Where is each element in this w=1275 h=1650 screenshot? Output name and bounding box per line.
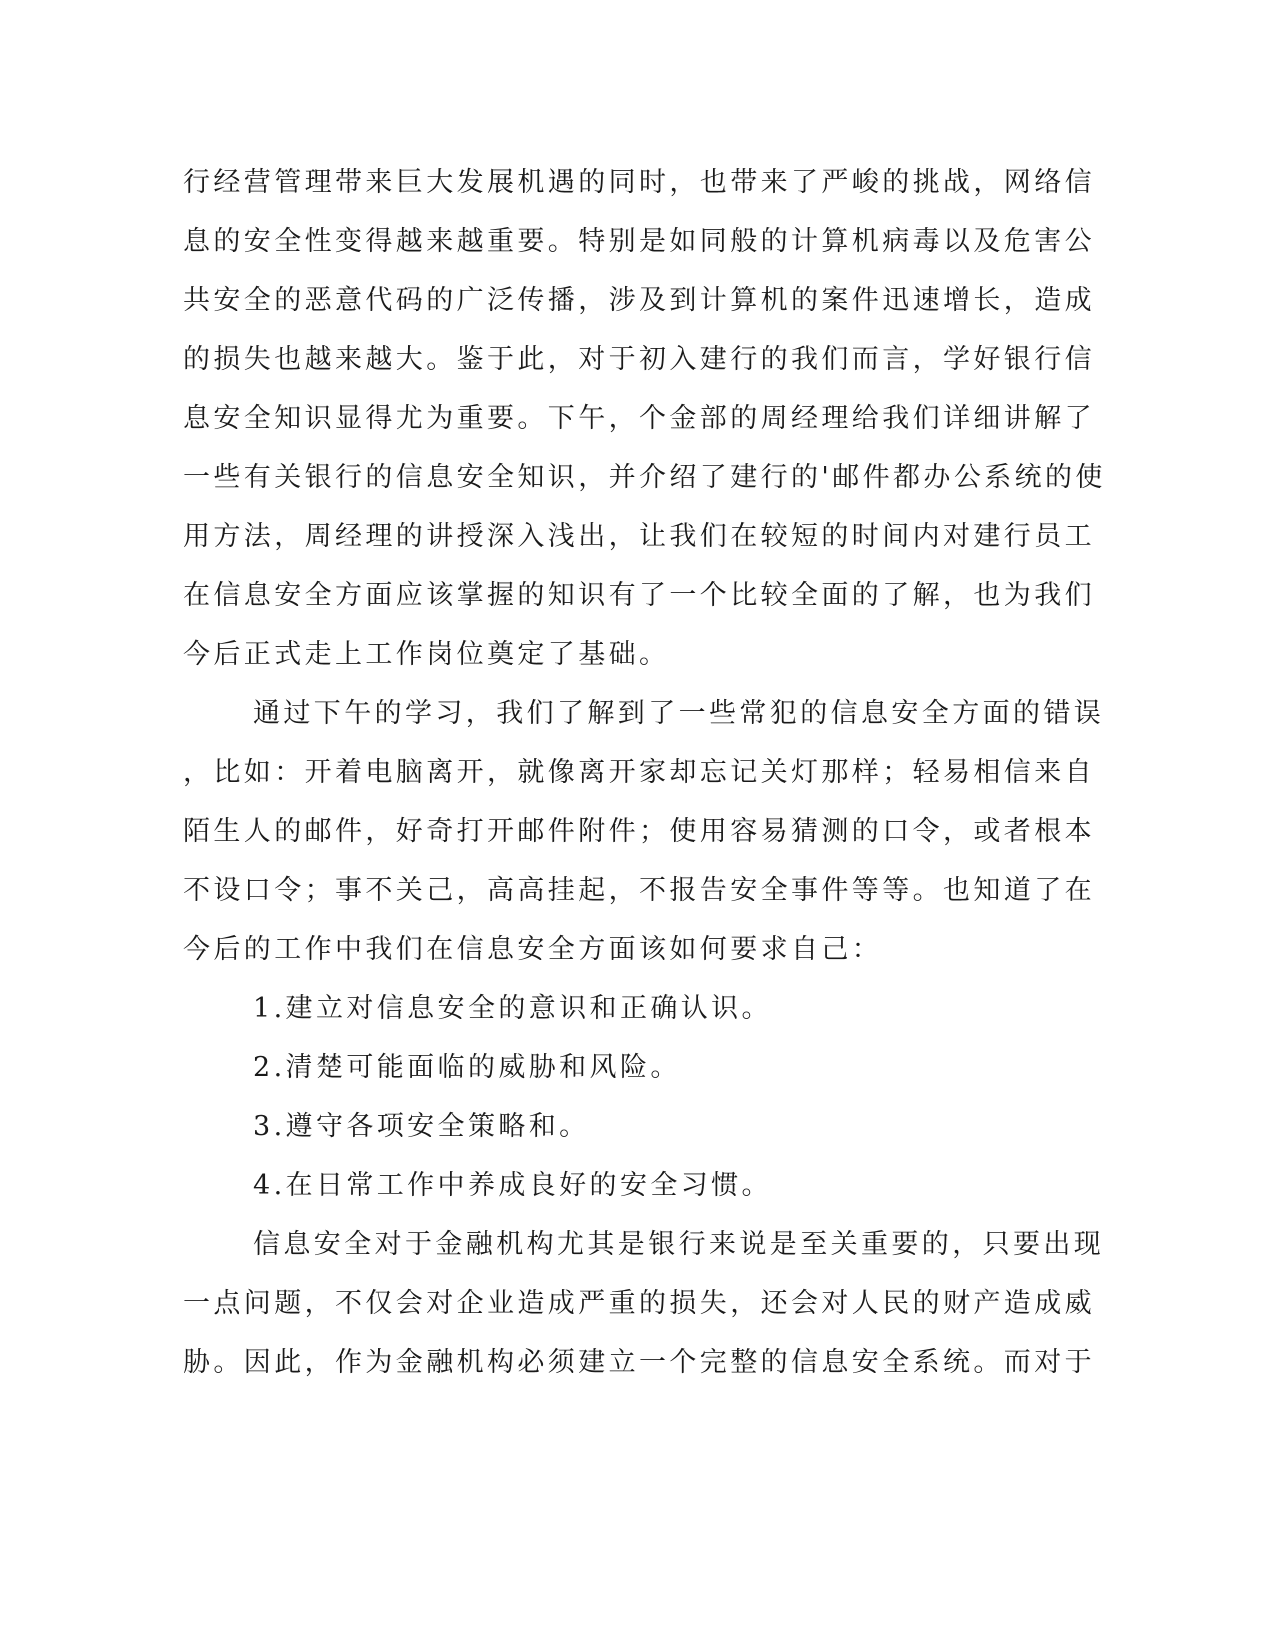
text-line: 共安全的恶意代码的广泛传播，涉及到计算机的案件迅速增长，造成	[183, 285, 1095, 316]
text-line: 陌生人的邮件，好奇打开邮件附件；使用容易猜测的口令，或者根本	[183, 816, 1095, 847]
body-text	[183, 153, 1106, 1392]
text-line: 今后正式走上工作岗位奠定了基础。	[183, 639, 670, 670]
list-item: 1.建立对信息安全的意识和正确认识。	[253, 993, 772, 1024]
text-line: 息安全知识显得尤为重要。下午，个金部的周经理给我们详细讲解了	[183, 403, 1095, 434]
text-line: 用方法，周经理的讲授深入浅出，让我们在较短的时间内对建行员工	[183, 521, 1095, 552]
list-item: 3.遵守各项安全策略和。	[253, 1111, 590, 1142]
list-item: 2.清楚可能面临的威胁和风险。	[253, 1052, 681, 1083]
text-line: 不设口令；事不关己，高高挂起，不报告安全事件等等。也知道了在	[183, 875, 1095, 906]
text-line: 一些有关银行的信息安全知识，并介绍了建行的'邮件都办公系统的使	[183, 462, 1106, 493]
text-line: 的损失也越来越大。鉴于此，对于初入建行的我们而言，学好银行信	[183, 344, 1095, 375]
text-line: 今后的工作中我们在信息安全方面该如何要求自己：	[183, 934, 883, 965]
text-line: ，比如：开着电脑离开，就像离开家却忘记关灯那样；轻易相信来自	[183, 757, 1095, 788]
text-line: 胁。因此，作为金融机构必须建立一个完整的信息安全系统。而对于	[183, 1347, 1095, 1378]
text-line: 息的安全性变得越来越重要。特别是如同般的计算机病毒以及危害公	[183, 226, 1095, 257]
text-line-indented: 信息安全对于金融机构尤其是银行来说是至关重要的，只要出现	[253, 1229, 1105, 1260]
list-item: 4.在日常工作中养成良好的安全习惯。	[253, 1170, 772, 1201]
text-line: 行经营管理带来巨大发展机遇的同时，也带来了严峻的挑战，网络信	[183, 167, 1095, 198]
text-line: 一点问题，不仅会对企业造成严重的损失，还会对人民的财产造成威	[183, 1288, 1095, 1319]
text-line: 在信息安全方面应该掌握的知识有了一个比较全面的了解，也为我们	[183, 580, 1095, 611]
text-line-indented: 通过下午的学习，我们了解到了一些常犯的信息安全方面的错误	[253, 698, 1105, 729]
